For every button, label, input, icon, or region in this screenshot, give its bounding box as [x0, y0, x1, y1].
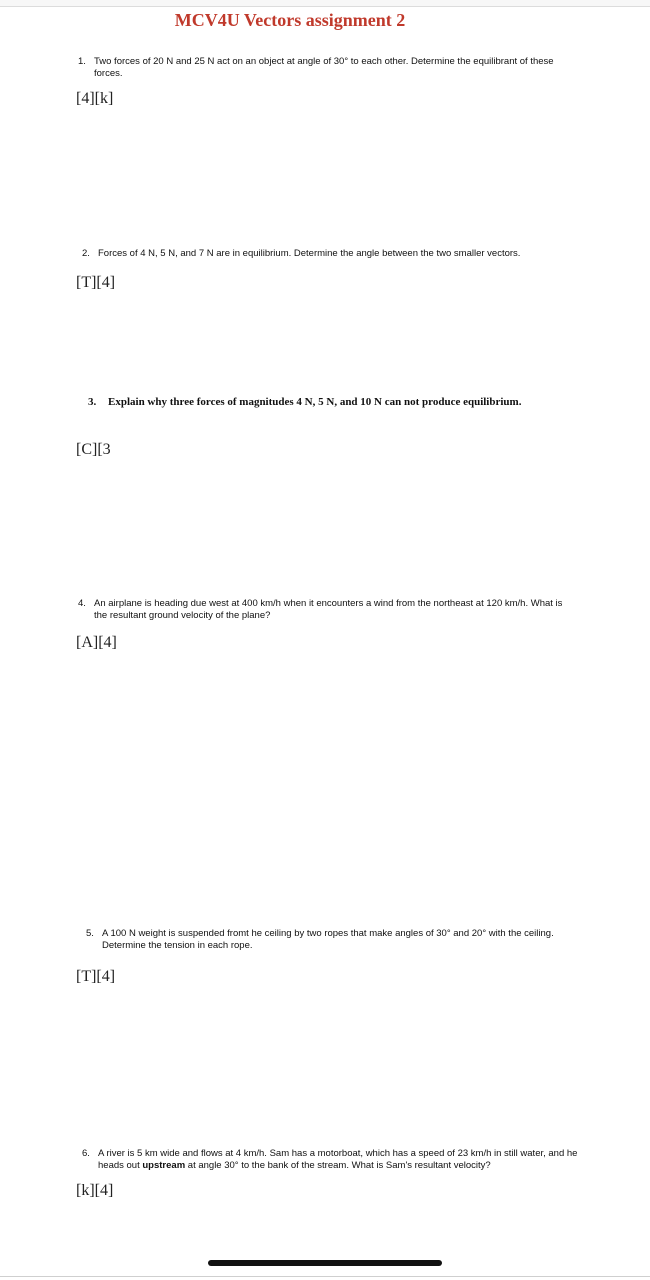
question-text: Explain why three forces of magnitudes 4 N, 5 N, and 10 N can not produce equilibrium.	[108, 396, 522, 408]
question-number: 5.	[86, 928, 94, 939]
question-text: An airplane is heading due west at 400 km/h when it encounters a wind from the northeast at 120 km/h. What is the resultant ground velocity of the plane?	[94, 598, 563, 621]
question-text: A 100 N weight is suspended fromt he ceiling by two ropes that make angles of 30° and 20° with the ceiling. Determine the tension in each rope.	[102, 928, 554, 951]
bottom-divider	[0, 1276, 650, 1277]
question-6	[82, 1148, 587, 1172]
question-1	[78, 56, 578, 80]
question-text	[82, 1148, 587, 1172]
question-6-code: [k][4]	[76, 1182, 114, 1199]
question-text-part2: at angle 30° to the bank of the stream. What is Sam's resultant velocity?	[185, 1160, 491, 1171]
question-text: Two forces of 20 N and 25 N act on an object at angle of 30° to each other. Determine the equilibrant of these forces.	[94, 56, 554, 79]
question-number: 3.	[88, 396, 97, 408]
document-title: MCV4U Vectors assignment 2	[174, 10, 406, 30]
question-2	[82, 248, 602, 260]
question-text: Forces of 4 N, 5 N, and 7 N are in equilibrium. Determine the angle between the two smaller vectors.	[98, 248, 521, 259]
question-1-code: [4][k]	[76, 90, 114, 107]
question-number: 2.	[82, 248, 90, 259]
question-3-code: [C][3	[76, 441, 111, 458]
question-4	[78, 598, 578, 622]
question-number: 6.	[82, 1148, 90, 1159]
question-text-part1: A river is 5 km wide and flows at 4 km/h. Sam has a motorboat, which has a speed of 23 km/h in still water, and he heads out	[98, 1148, 578, 1171]
question-number: 4.	[78, 598, 86, 609]
top-divider	[0, 0, 650, 7]
home-indicator[interactable]	[208, 1260, 442, 1266]
question-5-code: [T][4]	[76, 968, 116, 985]
question-5	[86, 928, 581, 952]
question-3	[88, 396, 608, 408]
question-4-code: [A][4]	[76, 634, 117, 651]
question-number: 1.	[78, 56, 86, 67]
question-text-emphasis: upstream	[142, 1160, 186, 1171]
question-2-code: [T][4]	[76, 274, 116, 291]
